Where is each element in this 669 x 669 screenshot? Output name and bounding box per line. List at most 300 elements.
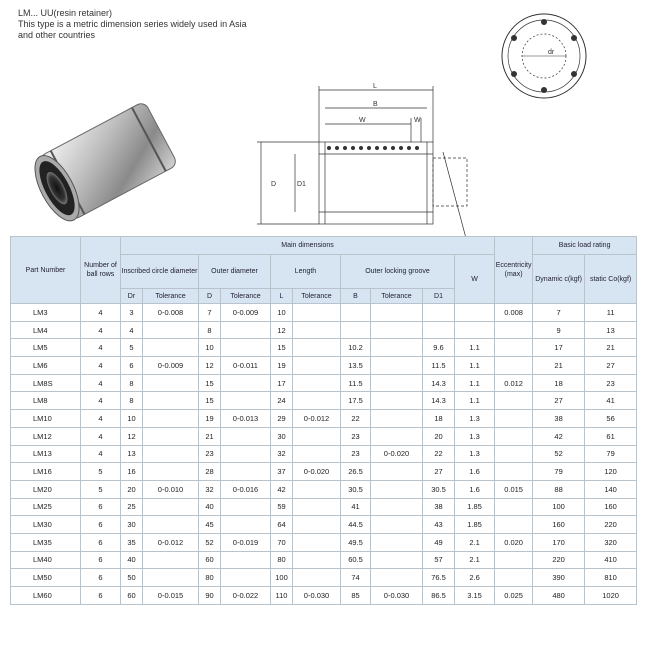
cell-dr: 35 xyxy=(121,533,143,551)
label-D: D xyxy=(271,181,277,188)
cell-ltol xyxy=(293,427,341,445)
cell-btol xyxy=(371,392,423,410)
cell-d: 10 xyxy=(199,339,221,357)
cell-ecc xyxy=(495,498,533,516)
cell-part: LM12 xyxy=(11,427,81,445)
cell-drtol xyxy=(143,498,199,516)
cell-ecc: 0.012 xyxy=(495,374,533,392)
cell-l: 37 xyxy=(271,463,293,481)
cell-stat: 810 xyxy=(585,569,637,587)
cell-btol xyxy=(371,516,423,534)
header-l: L xyxy=(271,289,293,304)
cell-w xyxy=(455,304,495,322)
cell-d1: 27 xyxy=(423,463,455,481)
cell-btol xyxy=(371,551,423,569)
cell-ecc xyxy=(495,339,533,357)
cell-ltol xyxy=(293,304,341,322)
cell-b: 26.5 xyxy=(341,463,371,481)
cell-part: LM30 xyxy=(11,516,81,534)
cell-d: 90 xyxy=(199,587,221,605)
cell-dtol xyxy=(221,374,271,392)
cell-d: 19 xyxy=(199,410,221,428)
cell-l: 24 xyxy=(271,392,293,410)
header-eccentricity: Eccentricity (max) xyxy=(495,237,533,304)
cell-btol xyxy=(371,533,423,551)
cell-d1 xyxy=(423,321,455,339)
cell-dtol: 0-0.019 xyxy=(221,533,271,551)
cell-dtol xyxy=(221,321,271,339)
cell-balls: 4 xyxy=(81,321,121,339)
cell-part: LM5 xyxy=(11,339,81,357)
cell-balls: 4 xyxy=(81,304,121,322)
cell-balls: 6 xyxy=(81,516,121,534)
cell-stat: 21 xyxy=(585,339,637,357)
table-row xyxy=(11,374,637,392)
cell-ecc: 0.008 xyxy=(495,304,533,322)
cell-dtol xyxy=(221,339,271,357)
table-row xyxy=(11,569,637,587)
cell-btol xyxy=(371,427,423,445)
cell-dyn: 79 xyxy=(533,463,585,481)
cell-balls: 6 xyxy=(81,498,121,516)
cell-ecc xyxy=(495,410,533,428)
cell-part: LM60 xyxy=(11,587,81,605)
cell-dr: 20 xyxy=(121,480,143,498)
cell-b xyxy=(341,304,371,322)
table-row xyxy=(11,321,637,339)
cell-btol xyxy=(371,498,423,516)
cell-w: 1.1 xyxy=(455,339,495,357)
cell-dyn: 390 xyxy=(533,569,585,587)
cell-dr: 8 xyxy=(121,392,143,410)
cell-ltol: 0-0.030 xyxy=(293,587,341,605)
cell-btol xyxy=(371,374,423,392)
cell-ecc xyxy=(495,569,533,587)
cell-d: 15 xyxy=(199,374,221,392)
end-view-drawing xyxy=(488,10,600,102)
cell-l: 12 xyxy=(271,321,293,339)
cell-ltol xyxy=(293,533,341,551)
cell-part: LM6 xyxy=(11,357,81,375)
product-subtitle-cont: and other countries xyxy=(18,30,96,40)
cell-dyn: 27 xyxy=(533,392,585,410)
header-tol-l: Tolerance xyxy=(293,289,341,304)
cell-d: 60 xyxy=(199,551,221,569)
cell-stat: 27 xyxy=(585,357,637,375)
product-description xyxy=(18,8,247,41)
cell-w: 1.6 xyxy=(455,463,495,481)
cell-dyn: 220 xyxy=(533,551,585,569)
cell-d: 8 xyxy=(199,321,221,339)
table-row xyxy=(11,339,637,357)
header-dr: Dr xyxy=(121,289,143,304)
cell-w: 1.6 xyxy=(455,480,495,498)
table-row xyxy=(11,480,637,498)
cell-dyn: 38 xyxy=(533,410,585,428)
cell-d1: 22 xyxy=(423,445,455,463)
table-row xyxy=(11,498,637,516)
cell-w: 1.1 xyxy=(455,392,495,410)
cell-drtol: 0-0.015 xyxy=(143,587,199,605)
cell-balls: 4 xyxy=(81,410,121,428)
header-inscribed: Inscribed circle diameter xyxy=(121,255,199,289)
cell-dtol xyxy=(221,445,271,463)
cell-d1: 20 xyxy=(423,427,455,445)
cell-d: 21 xyxy=(199,427,221,445)
cell-dyn: 480 xyxy=(533,587,585,605)
cell-dr: 10 xyxy=(121,410,143,428)
cell-balls: 6 xyxy=(81,587,121,605)
cell-ecc: 0.025 xyxy=(495,587,533,605)
cell-btol xyxy=(371,480,423,498)
cell-part: LM13 xyxy=(11,445,81,463)
cell-balls: 6 xyxy=(81,569,121,587)
cell-balls: 4 xyxy=(81,339,121,357)
label-B: B xyxy=(373,101,378,108)
header-outer: Outer diameter xyxy=(199,255,271,289)
cell-d: 32 xyxy=(199,480,221,498)
cell-balls: 4 xyxy=(81,445,121,463)
header-tol-b: Tolerance xyxy=(371,289,423,304)
cell-dr: 25 xyxy=(121,498,143,516)
header-d1: D1 xyxy=(423,289,455,304)
cell-dr: 40 xyxy=(121,551,143,569)
cell-ltol xyxy=(293,480,341,498)
cell-dr: 13 xyxy=(121,445,143,463)
cell-b: 23 xyxy=(341,445,371,463)
product-title: LM... UU(resin retainer) xyxy=(18,8,113,18)
cell-drtol xyxy=(143,516,199,534)
cell-l: 100 xyxy=(271,569,293,587)
cell-dyn: 52 xyxy=(533,445,585,463)
table-row xyxy=(11,427,637,445)
cell-part: LM8 xyxy=(11,392,81,410)
cell-btol xyxy=(371,321,423,339)
header-dynamic: Dynamic c(kgf) xyxy=(533,255,585,304)
cell-ecc: 0.020 xyxy=(495,533,533,551)
cell-l: 59 xyxy=(271,498,293,516)
cell-stat: 13 xyxy=(585,321,637,339)
cell-d1: 14.3 xyxy=(423,392,455,410)
cell-dtol: 0-0.022 xyxy=(221,587,271,605)
cell-b: 74 xyxy=(341,569,371,587)
cell-w: 2.6 xyxy=(455,569,495,587)
cell-dyn: 42 xyxy=(533,427,585,445)
cell-dr: 30 xyxy=(121,516,143,534)
cell-d: 7 xyxy=(199,304,221,322)
cell-d1: 9.6 xyxy=(423,339,455,357)
cell-part: LM40 xyxy=(11,551,81,569)
cell-part: LM3 xyxy=(11,304,81,322)
cell-w: 1.3 xyxy=(455,410,495,428)
cell-dyn: 18 xyxy=(533,374,585,392)
cell-stat: 23 xyxy=(585,374,637,392)
header-groove: Outer locking groove xyxy=(341,255,455,289)
cell-ecc xyxy=(495,551,533,569)
label-L: L xyxy=(373,83,377,90)
cell-l: 29 xyxy=(271,410,293,428)
cell-dr: 12 xyxy=(121,427,143,445)
cell-ecc xyxy=(495,427,533,445)
linear-bearing-photo xyxy=(18,90,186,235)
table-row xyxy=(11,551,637,569)
cell-d: 28 xyxy=(199,463,221,481)
cell-drtol xyxy=(143,463,199,481)
header-part-number: Part Number xyxy=(11,237,81,304)
cell-dtol xyxy=(221,569,271,587)
cell-b: 10.2 xyxy=(341,339,371,357)
cell-b: 49.5 xyxy=(341,533,371,551)
cell-w: 1.3 xyxy=(455,427,495,445)
header-w: W xyxy=(455,255,495,304)
cell-d: 80 xyxy=(199,569,221,587)
cell-drtol xyxy=(143,374,199,392)
cell-w: 2.1 xyxy=(455,533,495,551)
cell-stat: 140 xyxy=(585,480,637,498)
cell-d1: 43 xyxy=(423,516,455,534)
cell-dyn: 170 xyxy=(533,533,585,551)
cell-btol xyxy=(371,304,423,322)
cell-ltol xyxy=(293,357,341,375)
cell-ecc xyxy=(495,321,533,339)
cell-b: 41 xyxy=(341,498,371,516)
cell-part: LM25 xyxy=(11,498,81,516)
cell-ltol xyxy=(293,339,341,357)
cell-dyn: 17 xyxy=(533,339,585,357)
cell-w: 1.85 xyxy=(455,516,495,534)
cell-stat: 120 xyxy=(585,463,637,481)
table-row xyxy=(11,516,637,534)
cell-l: 19 xyxy=(271,357,293,375)
cell-d1: 57 xyxy=(423,551,455,569)
cell-b: 13.5 xyxy=(341,357,371,375)
cell-ltol xyxy=(293,498,341,516)
table-row xyxy=(11,445,637,463)
cell-l: 110 xyxy=(271,587,293,605)
cell-l: 15 xyxy=(271,339,293,357)
label-D1: D1 xyxy=(297,181,306,188)
table-row xyxy=(11,533,637,551)
cell-ecc xyxy=(495,445,533,463)
cell-w: 3.15 xyxy=(455,587,495,605)
cell-balls: 4 xyxy=(81,427,121,445)
label-dr: dr xyxy=(548,49,555,56)
cell-d1: 30.5 xyxy=(423,480,455,498)
cell-dtol xyxy=(221,516,271,534)
cell-b: 85 xyxy=(341,587,371,605)
cell-balls: 6 xyxy=(81,551,121,569)
cell-dr: 60 xyxy=(121,587,143,605)
label-W2: W xyxy=(414,117,421,124)
cell-w: 1.1 xyxy=(455,357,495,375)
header-tol-d: Tolerance xyxy=(221,289,271,304)
cell-d: 45 xyxy=(199,516,221,534)
cell-stat: 11 xyxy=(585,304,637,322)
table-row xyxy=(11,304,637,322)
cell-dtol: 0-0.009 xyxy=(221,304,271,322)
cell-dtol: 0-0.011 xyxy=(221,357,271,375)
cell-balls: 5 xyxy=(81,480,121,498)
cell-balls: 4 xyxy=(81,392,121,410)
cell-dtol xyxy=(221,498,271,516)
cell-drtol xyxy=(143,445,199,463)
cell-drtol xyxy=(143,410,199,428)
header-static: static Co(kgf) xyxy=(585,255,637,304)
cell-b: 30.5 xyxy=(341,480,371,498)
cell-btol xyxy=(371,339,423,357)
cell-l: 32 xyxy=(271,445,293,463)
cell-btol xyxy=(371,569,423,587)
cell-stat: 220 xyxy=(585,516,637,534)
cell-dtol: 0-0.016 xyxy=(221,480,271,498)
table-row xyxy=(11,410,637,428)
cell-d1: 14.3 xyxy=(423,374,455,392)
cell-stat: 160 xyxy=(585,498,637,516)
cell-ltol: 0-0.020 xyxy=(293,463,341,481)
cell-drtol: 0-0.012 xyxy=(143,533,199,551)
cell-drtol xyxy=(143,392,199,410)
table-row xyxy=(11,392,637,410)
cell-drtol xyxy=(143,427,199,445)
table-row xyxy=(11,463,637,481)
cell-dr: 5 xyxy=(121,339,143,357)
product-subtitle: This type is a metric dimension series widely used in Asia xyxy=(18,19,247,29)
cell-b: 60.5 xyxy=(341,551,371,569)
cell-ltol xyxy=(293,374,341,392)
cell-dyn: 88 xyxy=(533,480,585,498)
cell-ltol xyxy=(293,551,341,569)
cell-part: LM50 xyxy=(11,569,81,587)
table-row xyxy=(11,587,637,605)
cell-dr: 6 xyxy=(121,357,143,375)
cell-l: 70 xyxy=(271,533,293,551)
cell-part: LM10 xyxy=(11,410,81,428)
cell-drtol: 0-0.009 xyxy=(143,357,199,375)
cell-part: LM16 xyxy=(11,463,81,481)
cell-w: 2.1 xyxy=(455,551,495,569)
cell-l: 17 xyxy=(271,374,293,392)
cell-w xyxy=(455,321,495,339)
header-tol-dr: Tolerance xyxy=(143,289,199,304)
cell-dtol xyxy=(221,551,271,569)
cell-btol xyxy=(371,463,423,481)
cell-d: 52 xyxy=(199,533,221,551)
cell-dr: 50 xyxy=(121,569,143,587)
spec-table xyxy=(10,236,637,605)
cell-stat: 41 xyxy=(585,392,637,410)
header-d: D xyxy=(199,289,221,304)
cell-dyn: 160 xyxy=(533,516,585,534)
cell-d1: 49 xyxy=(423,533,455,551)
cell-d1: 11.5 xyxy=(423,357,455,375)
cell-dyn: 9 xyxy=(533,321,585,339)
cell-balls: 4 xyxy=(81,374,121,392)
cell-ltol: 0-0.012 xyxy=(293,410,341,428)
cell-dtol xyxy=(221,463,271,481)
section-drawing xyxy=(255,82,505,242)
cell-ltol xyxy=(293,392,341,410)
cell-w: 1.85 xyxy=(455,498,495,516)
cell-dyn: 100 xyxy=(533,498,585,516)
header-b: B xyxy=(341,289,371,304)
cell-ecc xyxy=(495,516,533,534)
cell-dtol: 0-0.013 xyxy=(221,410,271,428)
cell-dr: 16 xyxy=(121,463,143,481)
cell-btol xyxy=(371,410,423,428)
cell-l: 80 xyxy=(271,551,293,569)
header-length: Length xyxy=(271,255,341,289)
cell-b: 44.5 xyxy=(341,516,371,534)
cell-dyn: 7 xyxy=(533,304,585,322)
cell-balls: 6 xyxy=(81,533,121,551)
cell-balls: 4 xyxy=(81,357,121,375)
cell-b: 22 xyxy=(341,410,371,428)
cell-part: LM20 xyxy=(11,480,81,498)
cell-d1: 76.5 xyxy=(423,569,455,587)
cell-dtol xyxy=(221,392,271,410)
cell-drtol: 0-0.010 xyxy=(143,480,199,498)
cell-drtol xyxy=(143,321,199,339)
cell-dyn: 21 xyxy=(533,357,585,375)
cell-ecc: 0.015 xyxy=(495,480,533,498)
cell-d: 12 xyxy=(199,357,221,375)
cell-l: 10 xyxy=(271,304,293,322)
table-row xyxy=(11,357,637,375)
cell-ecc xyxy=(495,392,533,410)
cell-stat: 320 xyxy=(585,533,637,551)
cell-dtol xyxy=(221,427,271,445)
cell-part: LM8S xyxy=(11,374,81,392)
cell-w: 1.1 xyxy=(455,374,495,392)
cell-b: 17.5 xyxy=(341,392,371,410)
cell-w: 1.3 xyxy=(455,445,495,463)
cell-part: LM35 xyxy=(11,533,81,551)
label-W: W xyxy=(359,117,366,124)
cell-part: LM4 xyxy=(11,321,81,339)
cell-dr: 4 xyxy=(121,321,143,339)
cell-b xyxy=(341,321,371,339)
cell-d1: 38 xyxy=(423,498,455,516)
cell-stat: 410 xyxy=(585,551,637,569)
cell-drtol: 0-0.008 xyxy=(143,304,199,322)
cell-ltol xyxy=(293,445,341,463)
cell-ltol xyxy=(293,516,341,534)
cell-dr: 3 xyxy=(121,304,143,322)
header-ball-rows: Number of ball rows xyxy=(81,237,121,304)
cell-drtol xyxy=(143,339,199,357)
cell-d: 40 xyxy=(199,498,221,516)
cell-ecc xyxy=(495,463,533,481)
cell-balls: 5 xyxy=(81,463,121,481)
cell-drtol xyxy=(143,569,199,587)
cell-d1 xyxy=(423,304,455,322)
header-main-dimensions: Main dimensions xyxy=(121,237,495,255)
cell-stat: 61 xyxy=(585,427,637,445)
cell-stat: 56 xyxy=(585,410,637,428)
cell-stat: 1020 xyxy=(585,587,637,605)
cell-ltol xyxy=(293,569,341,587)
cell-ltol xyxy=(293,321,341,339)
cell-btol: 0-0.030 xyxy=(371,587,423,605)
cell-ecc xyxy=(495,357,533,375)
cell-b: 11.5 xyxy=(341,374,371,392)
cell-d: 23 xyxy=(199,445,221,463)
cell-dr: 8 xyxy=(121,374,143,392)
cell-d: 15 xyxy=(199,392,221,410)
cell-d1: 18 xyxy=(423,410,455,428)
cell-b: 23 xyxy=(341,427,371,445)
header-basic-load: Basic load rating xyxy=(533,237,637,255)
